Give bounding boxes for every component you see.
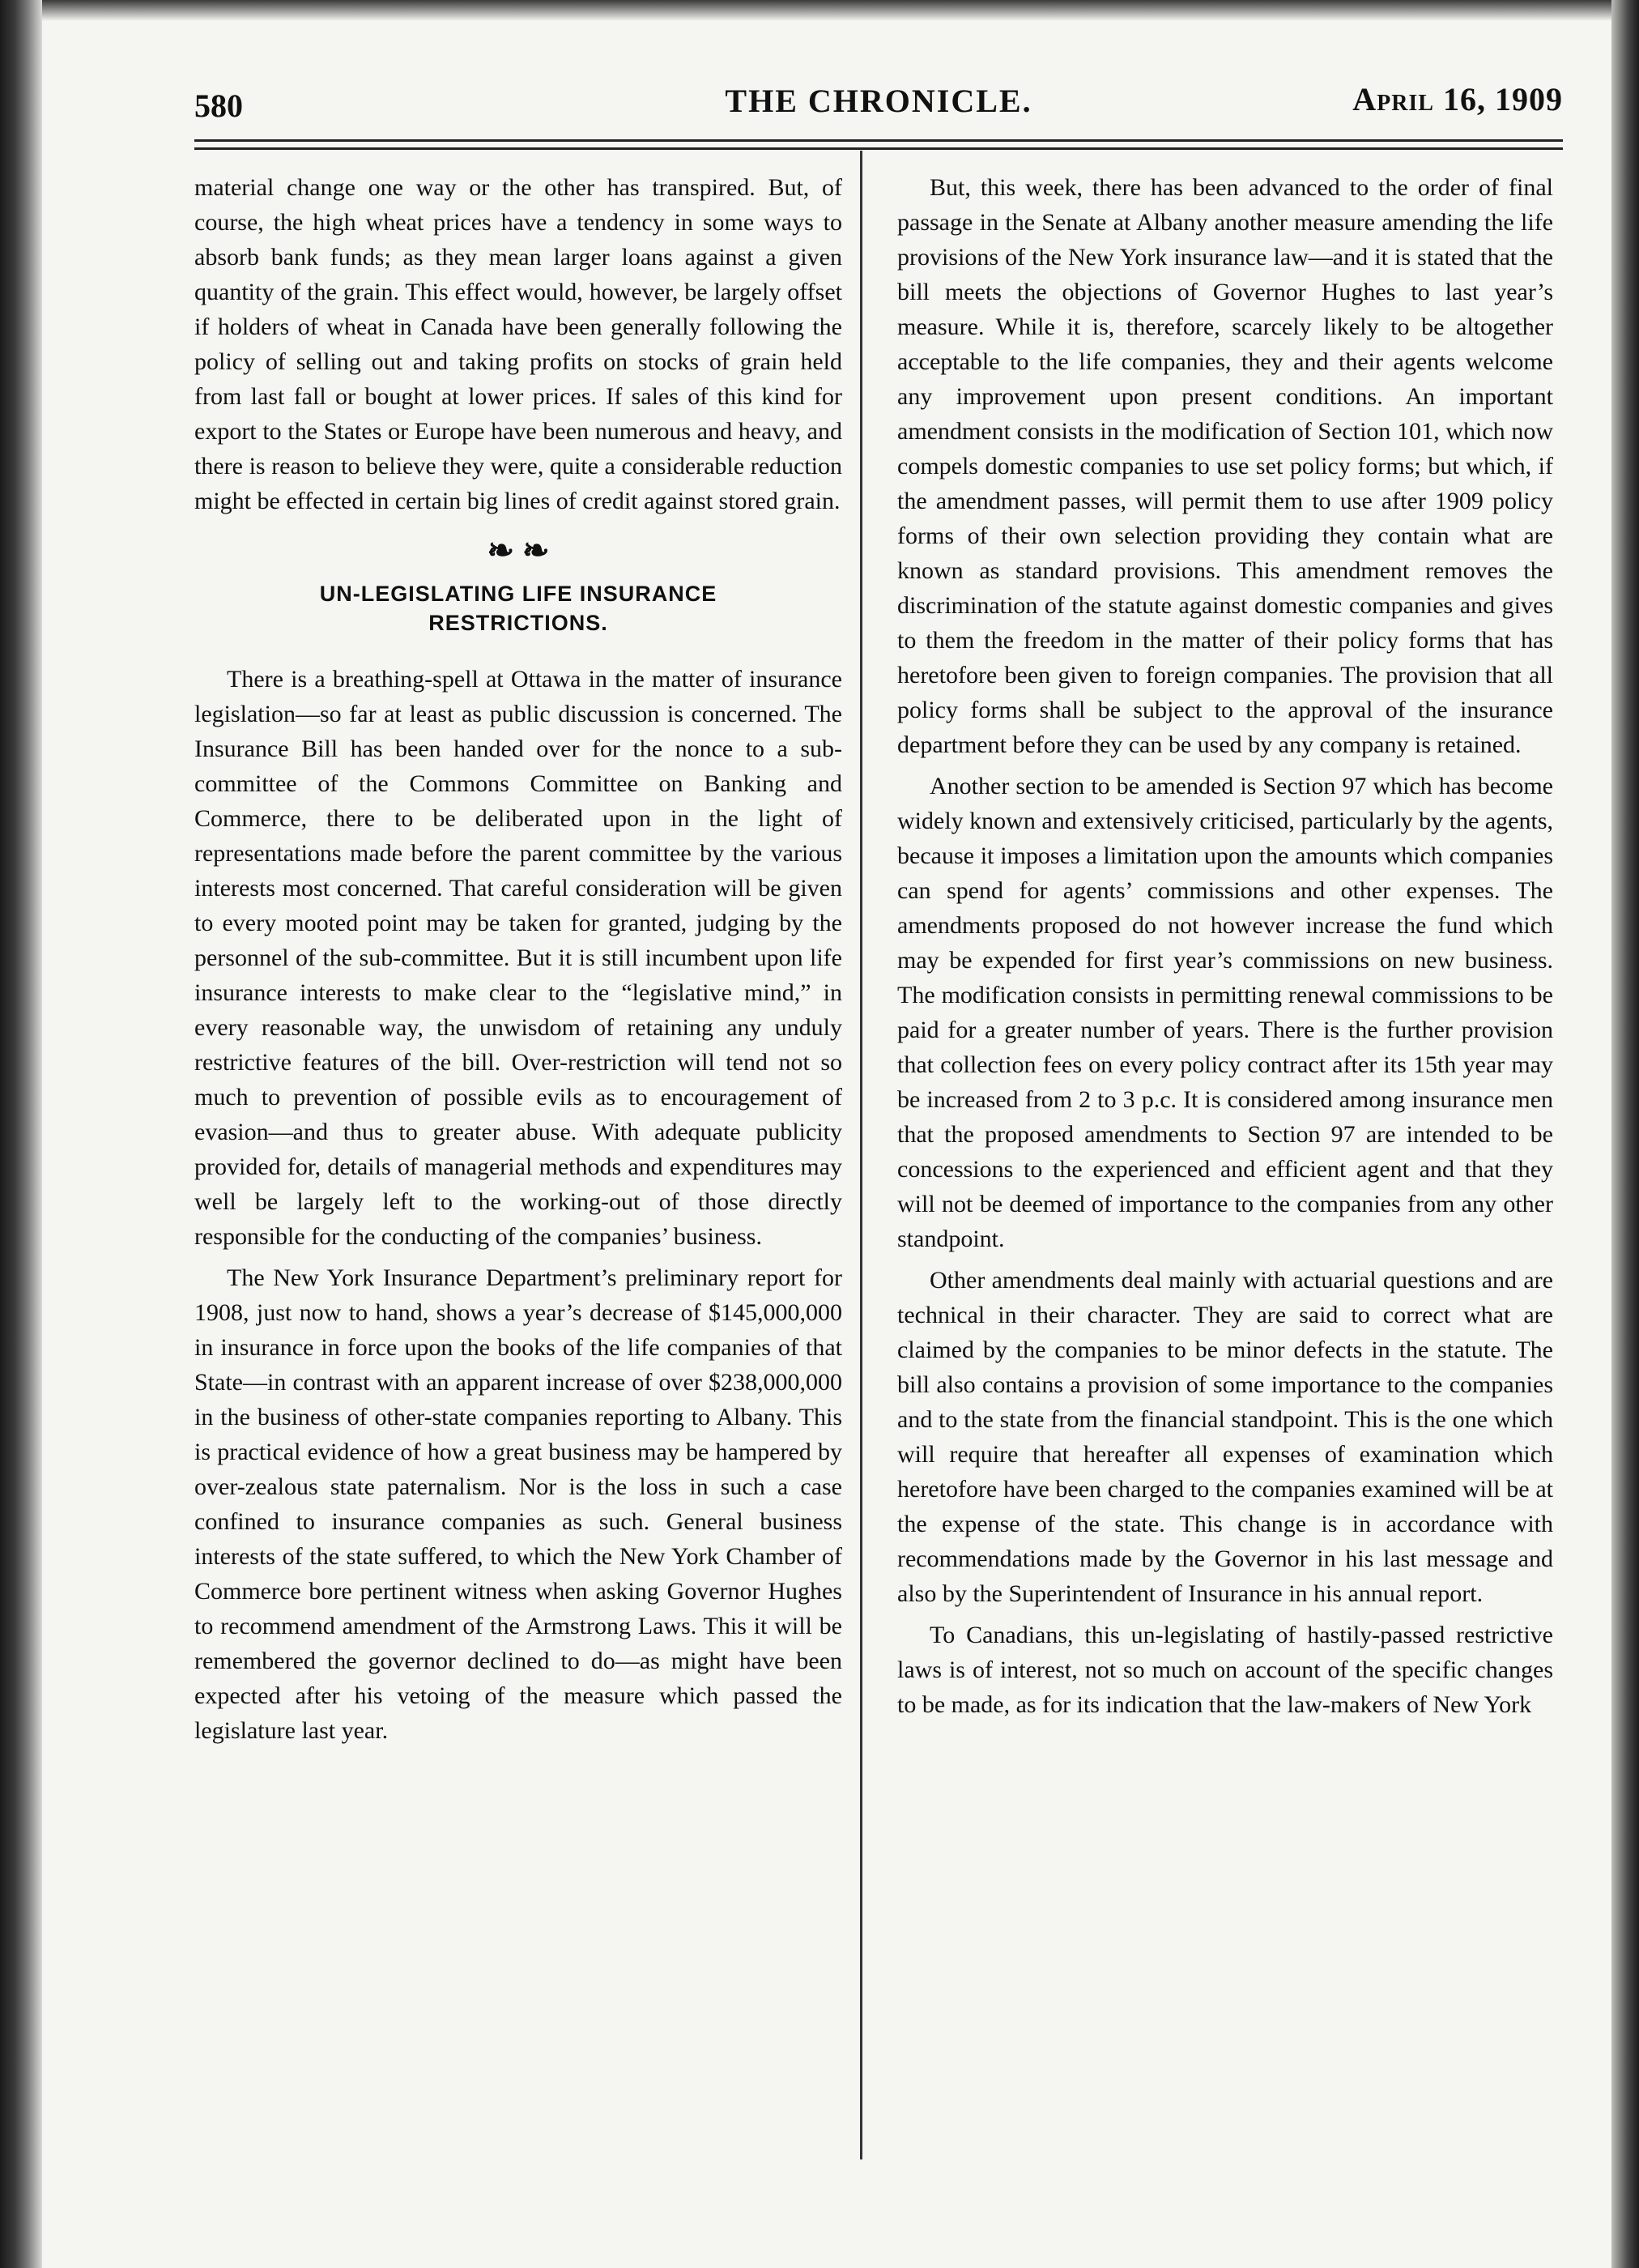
header-rule-top bbox=[194, 139, 1563, 142]
running-header bbox=[194, 77, 1563, 134]
section-ornament: ❧ ❧ bbox=[487, 532, 550, 569]
left-column bbox=[194, 170, 842, 1754]
article-paragraph: Other amendments deal mainly with actuarial questions and are technical in their character. They are said to correct what are claimed by the companies to be minor defects in the statute. The bill also contains a provision of some importance to the companies and to the state from the financial standpoint. This is the one which will require that hereafter all expenses of examination which heretofore have been charged to the companies examined will be at the expense of the state. This change is in accordance with recommendations made by the Governor in his last message and also by the Superintendent of Insurance in his annual report. bbox=[897, 1267, 1553, 1607]
article-paragraph: Another section to be amended is Section 97 which has become widely known and extensively criticised, particularly by the agents, because it imposes a limitation upon the amounts which companies can spend for agents’ commissions and other expenses. The amendments proposed do not however increase the fund which may be expended for first year’s commissions on new business. The modification consists in permitting renewal commissions to be paid for a greater number of years. There is the further provision that collection fees on every policy contract after its 15th year may be increased from 2 to 3 p.c. It is considered among insurance men that the proposed amendments to Section 97 are intended to be concessions to the experienced and efficient agent and that they will not be deemed of importance to the companies from any other standpoint. bbox=[897, 773, 1553, 1252]
article-paragraph: To Canadians, this un-legislating of hastily-passed restrictive laws is of interest, not so much on account of the specific changes to be made, as for its indication that the law-makers of New York bbox=[897, 1622, 1553, 1718]
issue-date: April 16, 1909 bbox=[1352, 81, 1563, 117]
binding-edge-shadow bbox=[0, 0, 42, 2268]
article-heading-line-1: UN-LEGISLATING LIFE INSURANCE bbox=[319, 582, 717, 606]
header-rule-bottom bbox=[194, 147, 1563, 150]
journal-title: THE CHRONICLE. bbox=[725, 83, 1032, 119]
article-paragraph: But, this week, there has been advanced to the order of final passage in the Senate at Albany another measure amending the life provisions of the New York insurance law—and it is stated that the bill meets the objections of Governor Hughes to last year’s measure. While it is, therefore, scarcely likely to be altogether acceptable to the life companies, they and their agents welcome any improvement upon present conditions. An important amendment consists in the modification of Section 101, which now compels domestic companies to use set policy forms; but which, if the amendment passes, will permit them to use after 1909 policy forms of their own selection providing they contain what are known as standard provisions. This amendment removes the discrimination of the statute against domestic companies and gives to them the freedom in the matter of their policy forms that has heretofore been given to foreign companies. The provision that all policy forms shall be subject to the approval of the insurance department before they can be used by any company is retained. bbox=[897, 174, 1553, 758]
page-right-shadow bbox=[1611, 0, 1639, 2268]
article-heading bbox=[194, 579, 842, 637]
article-heading-line-2: RESTRICTIONS. bbox=[428, 611, 608, 635]
article-paragraph: There is a breathing-spell at Ottawa in the matter of insurance legislation—so far at least as public discussion is concerned. The Insurance Bill has been handed over for the nonce to a sub-committee of the Commons Committee on Banking and Commerce, there to be deliberated upon in the light of representations made before the parent committee by the various interests most concerned. That careful consideration will be given to every mooted point may be taken for granted, judging by the personnel of the sub-committee. But it is still incumbent upon life insurance interests to make clear to the “legislative mind,” in every reasonable way, the unwisdom of retaining any unduly restrictive features of the bill. Over-restriction will tend not so much to prevention of possible evils as to encouragement of evasion—and thus to greater abuse. With adequate publicity provided for, details of managerial methods and expenditures may well be largely left to the working-out of those directly responsible for the conducting of the companies’ business. bbox=[194, 666, 842, 1250]
article-paragraph: The New York Insurance Department’s preliminary report for 1908, just now to hand, shows a year’s decrease of $145,000,000 in insurance in force upon the books of the life companies of that State—in contrast with an apparent increase of over $238,000,000 in the business of other-state companies reporting to Albany. This is practical evidence of how a great business may be hampered by over-zealous state paternalism. Nor is the loss in such a case confined to insurance companies as such. General business interests of the state suffered, to which the New York Chamber of Commerce bore pertinent witness when asking Governor Hughes to recommend amendment of the Armstrong Laws. This it will be remembered the governor declined to do—as might have been expected after his vetoing of the measure which passed the legislature last year. bbox=[194, 1264, 842, 1744]
continued-paragraph: material change one way or the other has transpired. But, of course, the high wheat prices have a tendency in some ways to absorb bank funds; as they mean larger loans against a given quantity of the grain. This effect would, however, be largely offset if holders of wheat in Canada have been generally following the policy of selling out and taking profits on stocks of grain held from last fall or bought at lower prices. If sales of this kind for export to the States or Europe have been numerous and heavy, and there is reason to believe they were, quite a considerable reduction might be effected in certain big lines of credit against stored grain. bbox=[194, 174, 842, 514]
page-top-shadow bbox=[0, 0, 1639, 21]
right-column bbox=[897, 170, 1553, 1729]
page-number: 580 bbox=[194, 87, 243, 124]
column-divider bbox=[860, 151, 862, 2159]
